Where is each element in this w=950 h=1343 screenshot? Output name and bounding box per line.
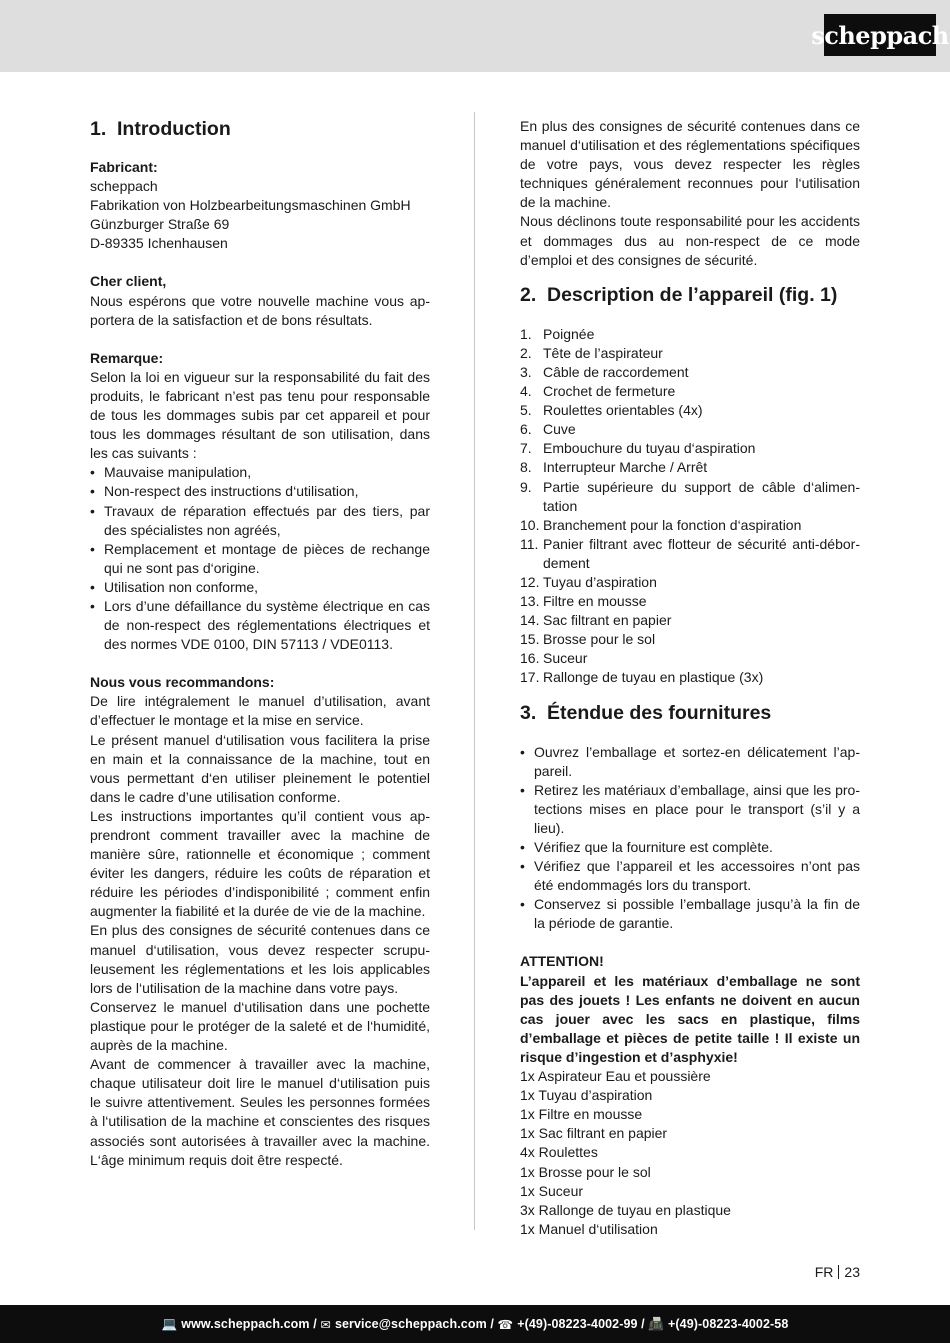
list-item: 4x Roulettes — [520, 1144, 598, 1161]
list-item: 1x Sac filtrant en papier — [520, 1125, 668, 1142]
recommend-paragraph: De lire intégralement le manuel d’utilisation, avant d’effectuer le montage et la mise en service. — [90, 693, 430, 729]
phone-icon: ☎ — [497, 1317, 514, 1332]
intro-paragraph: Nous déclinons toute responsabilité pour les accidents et dommages dus au non-respect de ce mode d’emploi et des consignes de sécurité. — [520, 213, 860, 268]
attention-label: ATTENTION! — [520, 953, 604, 970]
dear-client-text: Nous espérons que votre nouvelle machine vous apportera de la satisfaction et de bons résultats. — [90, 292, 430, 328]
list-item: 14. Sac filtrant en papier — [520, 612, 672, 629]
list-item: 8. Interrupteur Marche / Arrêt — [520, 459, 708, 476]
list-item: 11. Panier filtrant avec flotteur de sécurité anti-débordement — [520, 535, 860, 571]
recommend-paragraph: Les instructions importantes qu’il contient vous apprendront comment travailler avec la machine de manière sûre, rationnelle et économique ; comment éviter les dangers, réduire les coûts de réparation et réduire les périodes d’indisponibilité ; comment enfin augmenter la fiabilité et la durée de vie de la machine. — [90, 807, 430, 920]
list-item: 1x Filtre en mousse — [520, 1106, 643, 1123]
list-item: 10. Branchement pour la fonction d‘aspiration — [520, 516, 802, 533]
list-item: 1x Brosse pour le sol — [520, 1163, 651, 1180]
footer-phone: +(49)-08223-4002-99 / — [517, 1317, 645, 1331]
list-item: • Mauvaise manipulation, — [90, 463, 430, 482]
list-item: • Retirez les matériaux d’emballage, ainsi que les protections mises en place pour le transport (s’il y a lieu). — [520, 781, 860, 838]
remark-label: Remarque: — [90, 349, 164, 366]
list-item: 15. Brosse pour le sol — [520, 631, 656, 648]
recommend-paragraph: Le présent manuel d‘utilisation vous facilitera la prise en main et la connaissance de la machine, tout en vous permettant d‘en utiliser pleinement le potentiel dans le cadre d’une utilisation conforme. — [90, 731, 430, 805]
list-item: 12. Tuyau d’aspiration — [520, 573, 657, 590]
computer-icon: 💻 — [161, 1316, 178, 1331]
footer-website[interactable]: www.scheppach.com / — [181, 1317, 317, 1331]
fax-icon: 📠 — [648, 1316, 664, 1331]
manufacturer-label: Fabricant: — [90, 159, 158, 175]
list-item: 13. Filtre en mousse — [520, 593, 647, 610]
list-item: 6. Cuve — [520, 421, 576, 438]
list-item: 3x Rallonge de tuyau en plastique — [520, 1201, 731, 1218]
supply-list — [520, 743, 860, 934]
list-item: • Conservez si possible l’emballage jusqu’à la fin de la période de garantie. — [520, 895, 860, 933]
left-column — [90, 117, 430, 1170]
section-2-heading: 2. Description de l’appareil (fig. 1) — [520, 283, 838, 306]
dear-client-label: Cher client, — [90, 273, 167, 290]
page-number: FR 23 — [814, 1264, 860, 1280]
list-item: 1. Poignée — [520, 325, 595, 342]
footer-email[interactable]: service@scheppach.com / — [334, 1317, 494, 1331]
remark-text: Selon la loi en vigueur sur la responsabilité du fait des produits, le fabricant n’est pas tenu pour responsable de tous les dommages subis par cet appareil et pour tous les dommages résultant de son utilisation, dans les cas suivants : — [90, 368, 430, 462]
list-item: 1x Tuyau d’aspiration — [520, 1087, 653, 1104]
recommend-paragraph: Conservez le manuel d‘utilisation dans une pochette plastique pour le protéger de la saleté et de l‘humidité, auprès de la machine. — [90, 998, 430, 1054]
mail-icon: ✉ — [320, 1317, 331, 1332]
column-divider — [474, 112, 475, 1230]
list-item: 1x Aspirateur Eau et poussière — [520, 1068, 711, 1085]
recommend-label: Nous vous recommandons: — [90, 674, 275, 691]
manufacturer-address: scheppach Fabrikation von Holzbearbeitungsmaschinen GmbH Günzburger Straße 69 D-89335 Ichenhausen — [90, 178, 411, 252]
intro-paragraph: En plus des consignes de sécurité contenues dans ce manuel d‘utilisation et des réglementations spécifiques de votre pays, vous devez respecter les règles techniques généralement reconnues pour l‘utilisation de la machine. — [520, 118, 860, 211]
right-column — [520, 117, 860, 1239]
footer-fax: +(49)-08223-4002-58 — [668, 1317, 789, 1331]
remark-list — [90, 463, 430, 654]
list-item: 1x Suceur — [520, 1182, 584, 1199]
list-item: 16. Suceur — [520, 650, 588, 667]
attention-text: L’appareil et les matériaux d’emballage ne sont pas des jouets ! Les enfants ne doivent en aucun cas jouer avec les sacs en plastique, films d’emballage et pièces de petite taille ! Il existe un risque d’ingestion et d’asphyxie! — [520, 972, 860, 1065]
list-item: 9. Partie supérieure du support de câble d‘alimentation — [520, 478, 860, 514]
list-item: • Ouvrez l’emballage et sortez-en délicatement l’appareil. — [520, 743, 860, 781]
footer-contact-bar — [0, 1305, 950, 1343]
recommend-paragraph: En plus des consignes de sécurité contenues dans ce manuel d‘utilisation, vous devez respecter scrupuleusement les réglementations et les lois applicables lors de l‘utilisation de la machine dans votre pays. — [90, 922, 430, 996]
list-item: 2. Tête de l’aspirateur — [520, 344, 663, 361]
list-item: 5. Roulettes orientables (4x) — [520, 402, 703, 419]
list-item: 4. Crochet de fermeture — [520, 383, 676, 400]
section-3-heading: 3. Étendue des fournitures — [520, 701, 772, 724]
list-item: • Travaux de réparation effectués par des tiers, par des spécialistes non agréés, — [90, 502, 430, 540]
section-1-heading: 1. Introduction — [90, 118, 231, 140]
list-item: • Lors d’une défaillance du système électrique en cas de non-respect des réglementations électriques et des normes VDE 0100, DIN 57113 / VDE0113. — [90, 597, 430, 654]
scheppach-logo: scheppach — [824, 14, 936, 56]
list-item: 3. Câble de raccordement — [520, 363, 689, 380]
list-item: 17. Rallonge de tuyau en plastique (3x) — [520, 669, 764, 686]
list-item: 1x Manuel d‘utilisation — [520, 1220, 658, 1237]
recommend-paragraph: Avant de commencer à travailler avec la machine, chaque utilisateur doit lire le manuel d‘utilisation puis le suivre attentivement. Seules les personnes formées à l‘utilisation de la machine et conscientes des risques associés sont autorisées à travailler avec la machine. L‘âge minimum requis doit être respecté. — [90, 1056, 430, 1168]
contents-list — [520, 1067, 860, 1239]
list-item: • Remplacement et montage de pièces de rechange qui ne sont pas d‘origine. — [90, 540, 430, 578]
list-item: • Vérifiez que la fourniture est complète. — [520, 838, 860, 857]
list-item: • Non-respect des instructions d‘utilisation, — [90, 482, 430, 501]
list-item: 7. Embouchure du tuyau d‘aspiration — [520, 440, 756, 457]
list-item: • Utilisation non conforme, — [90, 578, 430, 597]
list-item: • Vérifiez que l’appareil et les accessoires n’ont pas été endommagés lors du transport. — [520, 857, 860, 895]
header-band — [0, 0, 950, 72]
parts-list — [520, 325, 860, 688]
